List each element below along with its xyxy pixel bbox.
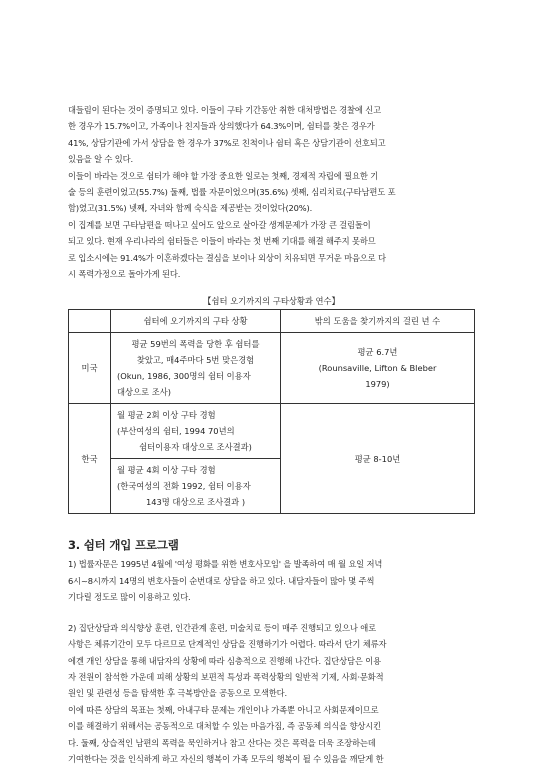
- body-line: 있음을 알 수 있다.: [68, 154, 134, 165]
- body-line: 로 입소시에는 91.4%가 이혼하겠다는 결심을 보이나 외상이 치유되면 무거운 마음으로 다: [68, 252, 386, 263]
- body-line: 되고 있다. 현재 우리나라의 쉼터들은 이들이 바라는 첫 번째 기대를 해결 해주지 못하므: [68, 236, 376, 247]
- table-header-row: [69, 310, 475, 333]
- body-line: 이 집계를 보면 구타남편을 떠나고 싶어도 앞으로 살아갈 생계문제가 가장 큰 걸림돌이: [68, 219, 371, 230]
- body-line: 41%, 상담기관에 가서 상담을 한 경우가 37%로 친척이나 쉼터 혹은 상담기관이 선호되고: [68, 137, 386, 148]
- body-line: 기여한다는 것을 인식하게 하고 자신의 행복이 가족 모두의 행복이 될 수 있음을 깨닫게 한: [68, 753, 384, 764]
- body-line: 원인 및 관련성 등을 탐색한 후 극복방안을 공동으로 모색한다.: [68, 688, 288, 699]
- body-line: 기다릴 정도로 많이 이용하고 있다.: [68, 592, 191, 603]
- cell-line: 143명 대상으로 조사결과 ): [145, 497, 246, 508]
- body-line: 함)였고(31.5%) 넷째, 자녀와 함께 숙식을 제공받는 것이었다(20%).: [68, 203, 313, 214]
- section-paragraph-legal: [68, 556, 475, 605]
- body-line: 술 등의 훈련이었고(55.7%) 둘째, 법률 자문이었으며(35.6%) 셋째, 심리치료(구타남편도 포: [68, 187, 396, 198]
- table-row-us: [69, 333, 475, 404]
- cell-line: 평균 6.7년: [357, 347, 398, 358]
- cell-line: 찾았고, 매4주마다 5번 맞은경험: [136, 355, 255, 366]
- cell-line: 1979): [365, 379, 390, 390]
- body-line: 2) 집단상담과 의식향상 훈련, 인간관계 훈련, 미술치료 등이 매주 진행되고 있으나 애로: [68, 622, 376, 633]
- shelter-violence-table: [68, 309, 475, 514]
- cell-line: 대상으로 조사): [117, 387, 171, 398]
- cell-line: (부산여성의 쉼터, 1994 70년의: [117, 426, 235, 437]
- table-row-korea-a: [69, 404, 475, 459]
- paragraph-gap: [68, 606, 475, 620]
- table-caption: 【쉼터 오기까지의 구타상황과 연수】: [203, 296, 340, 307]
- cell-line: (한국여성의 전화 1992, 쉼터 이용자: [117, 481, 251, 492]
- body-line: 대들림이 된다는 것이 증명되고 있다. 이들이 구타 기간동안 취한 대처방법은 경찰에 신고: [68, 105, 381, 115]
- intro-paragraphs: [68, 102, 475, 282]
- header-cell-years: 밖의 도움을 찾기까지의 걸린 년 수: [281, 310, 475, 333]
- situation-cell: [111, 459, 281, 514]
- cell-line: 쉼터이용자 대상으로 조사결과): [139, 442, 252, 453]
- header-cell-empty: [69, 310, 111, 333]
- body-line: 에겐 개인 상담을 통해 내담자의 상황에 따라 심층적으로 진행해 나간다. 집단상담은 이용: [68, 655, 381, 666]
- cell-line: 월 평균 4회 이상 구타 경험: [117, 465, 216, 476]
- cell-line: (Rounsaville, Lifton & Bleber: [318, 363, 437, 374]
- situation-cell: [111, 404, 281, 459]
- body-line: 이에 따른 상담의 목표는 첫째, 아내구타 문제는 개인이나 가족뿐 아니고 사회문제이므로: [68, 704, 379, 715]
- country-cell: 미국: [69, 333, 111, 404]
- situation-cell: [111, 333, 281, 404]
- years-cell: [281, 333, 475, 404]
- body-line: 다. 둘째, 상습적인 남편의 폭력을 묵인하거나 참고 산다는 것은 폭력을 더욱 조장하는데: [68, 737, 376, 748]
- body-line: 사항은 체류기간이 모두 다르므로 단계적인 상담을 진행하기가 어렵다. 따라서 단기 체류자: [68, 639, 387, 650]
- body-line: 이들이 바라는 것으로 쉼터가 해야 할 가장 중요한 일로는 첫째, 경제적 자립에 필요한 기: [68, 170, 379, 181]
- years-cell: 평균 8-10년: [281, 404, 475, 514]
- section-paragraph-counseling: [68, 620, 475, 768]
- body-line: 시 폭력가정으로 돌아가게 된다.: [68, 269, 181, 280]
- body-line: 이를 해결하기 위해서는 공동적으로 대처할 수 있는 마음가짐, 즉 공동체 의식을 향상시킨: [68, 721, 381, 732]
- cell-line: (Okun, 1986, 300명의 쉼터 이용자: [117, 371, 251, 382]
- cell-line: 월 평균 2회 이상 구타 경험: [117, 410, 216, 421]
- body-line: 1) 법률자문은 1995년 4월에 '여성 평화를 위한 변호사모임' 을 발족하여 매 월 요일 저녁: [68, 559, 383, 570]
- body-line: 자 전원이 참석한 가운데 피해 상황의 보편적 특성과 폭력상황의 일반적 기제, 사회·문화적: [68, 671, 384, 682]
- body-line: 6시~8시까지 14명의 변호사들이 순번대로 상담을 하고 있다. 내담자들이 많아 몇 주씩: [68, 575, 375, 586]
- section-heading: 3. 쉼터 개입 프로그램: [68, 538, 179, 553]
- country-cell: 한국: [69, 404, 111, 514]
- body-line: 한 경우가 15.7%이고, 가족이나 친지들과 상의했다가 64.3%이며, 쉼터를 찾은 경우가: [68, 121, 375, 132]
- header-cell-situation: 쉼터에 오기까지의 구타 상황: [111, 310, 281, 333]
- cell-line: 평균 59번의 폭력을 당한 후 쉼터를: [131, 339, 260, 350]
